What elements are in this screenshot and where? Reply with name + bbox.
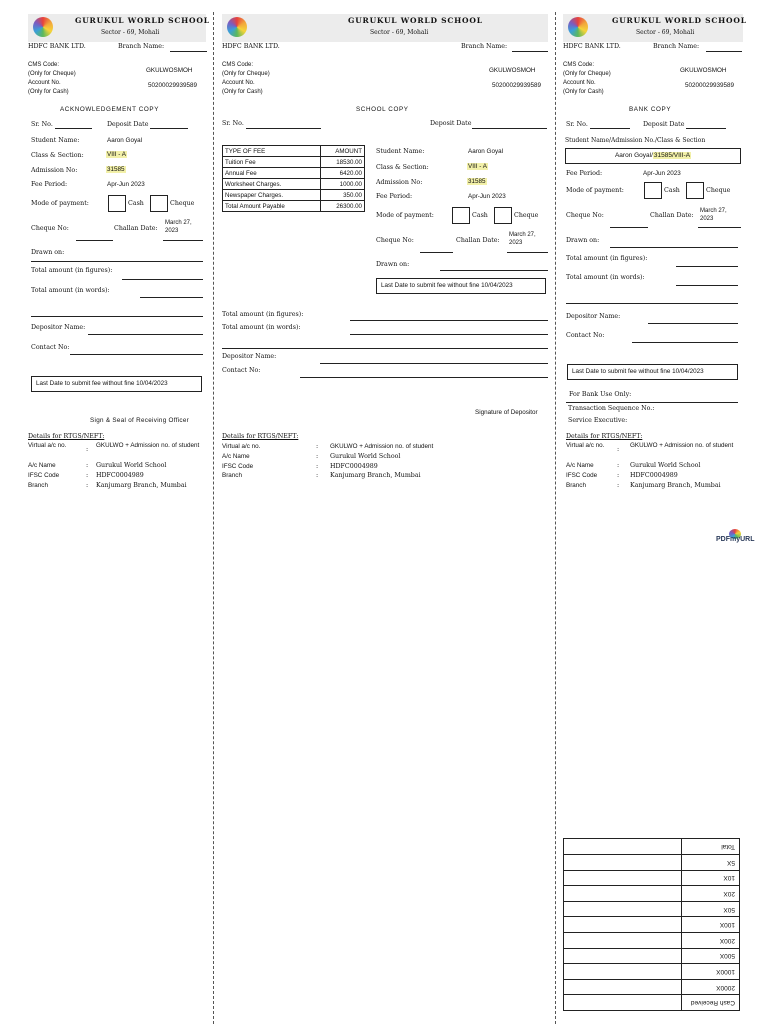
cheque-checkbox[interactable]: [686, 182, 704, 199]
service-exec-label: Service Executive:: [568, 417, 628, 424]
rtgs-sep: :: [617, 462, 620, 469]
denomination: 5X: [682, 855, 740, 871]
denomination: 500X: [682, 948, 740, 964]
student-combo-box: [565, 148, 741, 164]
sr-no-label: Sr. No.: [566, 121, 588, 128]
fee-type: Annual Fee: [223, 168, 321, 179]
cms-code: GKULWOSMOH: [489, 67, 536, 74]
txn-seq-label: Transaction Sequence No.:: [568, 405, 655, 412]
rtgs-title: Details for RTGS/NEFT:: [566, 433, 643, 440]
amount-words-field[interactable]: [676, 285, 738, 286]
rtgs-sep: :: [86, 446, 89, 453]
rtgs-virtual-value: GKULWO + Admission no. of student: [96, 442, 200, 449]
cms-label: CMS Code:: [222, 62, 254, 68]
fee-total-label: Total Amount Payable: [223, 201, 321, 212]
drawn-on-label: Drawn on:: [566, 237, 600, 244]
rtgs-sep: :: [316, 463, 319, 470]
branch-name-field[interactable]: [170, 51, 207, 52]
rtgs-ac-name-value: Gurukul World School: [96, 462, 167, 469]
cheque-label: Cheque: [706, 187, 731, 194]
deposit-date-label: Deposit Date: [430, 120, 472, 127]
contact-no-field[interactable]: [70, 354, 203, 355]
rtgs-branch-label: Branch: [28, 482, 48, 489]
cheque-no-label: Cheque No:: [566, 212, 604, 219]
cash-amount-cell[interactable]: [564, 948, 682, 964]
depositor-name-label: Depositor Name:: [222, 353, 277, 360]
mode-of-payment-label: Mode of payment:: [376, 212, 434, 219]
receiving-officer-label: Sign & Seal of Receiving Officer: [90, 417, 190, 424]
cash-table-row: [564, 979, 740, 995]
cheque-no-field[interactable]: [420, 252, 453, 253]
separator-left: [213, 12, 214, 1024]
rtgs-virtual-label: Virtual a/c no.: [222, 443, 261, 450]
contact-no-label: Contact No:: [222, 367, 261, 374]
denomination: 2000X: [682, 979, 740, 995]
amount-figures-field[interactable]: [350, 320, 548, 321]
fee-amount: 350.00: [321, 190, 365, 201]
drawn-on-field[interactable]: [610, 247, 738, 248]
fee-type-header: TYPE OF FEE: [223, 146, 321, 157]
cash-table-row: [564, 886, 740, 902]
rtgs-branch-label: Branch: [222, 472, 242, 479]
bank-name: HDFC BANK LTD.: [28, 43, 86, 50]
drawn-on-field[interactable]: [31, 261, 203, 262]
rtgs-sep: :: [86, 482, 89, 489]
sr-no-field[interactable]: [246, 128, 321, 129]
cash-checkbox[interactable]: [108, 195, 126, 212]
denomination: 1000X: [682, 964, 740, 980]
cash-checkbox[interactable]: [644, 182, 662, 199]
rtgs-ac-name-value: Gurukul World School: [330, 453, 401, 460]
amount-words-label: Total amount (in words):: [566, 274, 645, 281]
account-number: 50200029939589: [685, 82, 735, 89]
school-name: GURUKUL WORLD SCHOOL: [348, 16, 483, 25]
amount-figures-field[interactable]: [676, 266, 738, 267]
copy-title-ack: ACKNOWLEDGEMENT COPY: [60, 106, 160, 113]
fee-total-row: [223, 201, 365, 212]
cash-table-row: [564, 964, 740, 980]
cheque-checkbox[interactable]: [494, 207, 512, 224]
cms-label: CMS Code:: [28, 62, 60, 68]
rtgs-virtual-value: GKULWO + Admission no. of student: [330, 443, 434, 450]
fee-type: Tuition Fee: [223, 157, 321, 168]
admission-no-label: Admission No:: [31, 167, 78, 174]
challan-date-underline: [698, 227, 741, 228]
depositor-name-label: Depositor Name:: [566, 313, 621, 320]
contact-no-label: Contact No:: [566, 332, 605, 339]
cash-table-row: [564, 948, 740, 964]
rtgs-virtual-label: Virtual a/c no.: [28, 442, 67, 449]
cash-table-cell[interactable]: [564, 995, 682, 1011]
bank-name: HDFC BANK LTD.: [222, 43, 280, 50]
amount-figures-label: Total amount (in figures):: [31, 267, 113, 274]
school-sector: Sector - 69, Mohali: [636, 29, 695, 36]
rtgs-title: Details for RTGS/NEFT:: [222, 433, 299, 440]
fee-row: [223, 179, 365, 190]
cheque-no-field[interactable]: [610, 227, 648, 228]
challan-date-label: Challan Date:: [456, 237, 500, 244]
denomination: 20X: [682, 886, 740, 902]
admission-no-value: 31585: [107, 166, 125, 173]
challan-date-value: March 27, 2023: [165, 220, 192, 234]
deposit-date-field[interactable]: [150, 128, 188, 129]
branch-name-field[interactable]: [706, 51, 742, 52]
cash-amount-cell[interactable]: [564, 979, 682, 995]
class-section-value: VIII - A: [107, 151, 126, 158]
account-note: (Only for Cash): [222, 89, 263, 95]
cash-label: Cash: [472, 212, 488, 219]
fee-period-label: Fee Period:: [376, 193, 413, 200]
amount-words-field-2[interactable]: [222, 348, 548, 349]
mode-of-payment-label: Mode of payment:: [31, 200, 89, 207]
rtgs-branch-value: Kanjumarg Branch, Mumbai: [630, 482, 721, 489]
rtgs-branch-value: Kanjumarg Branch, Mumbai: [96, 482, 187, 489]
branch-label: Branch Name:: [118, 43, 165, 50]
rtgs-ifsc-label: IFSC Code: [28, 472, 60, 479]
bank-name: HDFC BANK LTD.: [563, 43, 621, 50]
school-sector: Sector - 69, Mohali: [101, 29, 160, 36]
fee-amount: 6420.00: [321, 168, 365, 179]
fee-period-label: Fee Period:: [31, 181, 68, 188]
school-logo-icon: [568, 17, 588, 37]
cash-label: Cash: [128, 200, 144, 207]
drawn-on-field[interactable]: [440, 270, 548, 271]
rtgs-title: Details for RTGS/NEFT:: [28, 433, 105, 440]
fee-period-value: Apr-Jun 2023: [107, 181, 145, 188]
fee-type: Newspaper Charges.: [223, 190, 321, 201]
last-date-note: Last Date to submit fee without fine 10/04/2023: [31, 376, 202, 392]
combo-admission-class: 31585/VIII-A: [653, 152, 691, 159]
mode-of-payment-label: Mode of payment:: [566, 187, 624, 194]
cash-amount-cell[interactable]: [564, 855, 682, 871]
fee-row: [223, 168, 365, 179]
rtgs-ac-name-label: A/c Name: [566, 462, 594, 469]
rtgs-virtual-label: Virtual a/c no.: [566, 442, 605, 449]
amount-words-label: Total amount (in words):: [31, 287, 110, 294]
depositor-name-field[interactable]: [648, 323, 738, 324]
admission-no-value: 31585: [468, 178, 486, 185]
bank-use-divider: [566, 402, 738, 403]
cms-note: (Only for Cheque): [28, 71, 76, 77]
cash-received-table-wrap: [563, 835, 740, 1011]
amount-words-field-2[interactable]: [31, 316, 203, 317]
student-name-value: Aaron Goyal: [468, 148, 504, 155]
cms-note: (Only for Cheque): [222, 71, 270, 77]
cheque-label: Cheque: [170, 200, 195, 207]
class-section-label: Class & Section:: [376, 164, 429, 171]
cash-amount-cell[interactable]: [564, 901, 682, 917]
cash-checkbox[interactable]: [452, 207, 470, 224]
student-name-value: Aaron Goyal: [107, 137, 143, 144]
denomination: 10X: [682, 870, 740, 886]
fee-period-value: Apr-Jun 2023: [468, 193, 506, 200]
cms-code: GKULWOSMOH: [146, 67, 193, 74]
rtgs-ac-name-label: A/c Name: [28, 462, 56, 469]
amount-words-field[interactable]: [350, 334, 548, 335]
account-note: (Only for Cash): [563, 89, 604, 95]
rtgs-sep: :: [316, 443, 319, 450]
depositor-name-field[interactable]: [88, 334, 203, 335]
cms-label: CMS Code:: [563, 62, 595, 68]
cash-received-table: [563, 838, 740, 1011]
fee-period-value: Apr-Jun 2023: [643, 170, 681, 177]
rtgs-sep: :: [316, 453, 319, 460]
cheque-no-label: Cheque No:: [31, 225, 69, 232]
contact-no-label: Contact No:: [31, 344, 70, 351]
amount-figures-field[interactable]: [122, 279, 203, 280]
account-label: Account No.: [28, 80, 61, 86]
amount-words-field[interactable]: [140, 297, 203, 298]
bank-combo-label: Student Name/Admission No./Class & Section: [565, 137, 706, 144]
fee-table: [222, 145, 365, 212]
rtgs-ac-name-value: Gurukul World School: [630, 462, 701, 469]
fee-table-header: [223, 146, 365, 157]
sr-no-field[interactable]: [55, 128, 92, 129]
deposit-date-label: Deposit Date: [643, 121, 685, 128]
fee-amount: 1000.00: [321, 179, 365, 190]
cash-amount-cell[interactable]: [564, 917, 682, 933]
depositor-name-field[interactable]: [320, 363, 548, 364]
copy-title-bank: BANK COPY: [629, 106, 672, 113]
drawn-on-label: Drawn on:: [376, 261, 410, 268]
contact-no-field[interactable]: [300, 377, 548, 378]
class-section-label: Class & Section:: [31, 152, 84, 159]
cheque-checkbox[interactable]: [150, 195, 168, 212]
sr-no-field[interactable]: [590, 128, 630, 129]
cash-total-cell[interactable]: [564, 839, 682, 855]
fee-amount-header: AMOUNT: [321, 146, 365, 157]
rtgs-sep: :: [316, 472, 319, 479]
amount-figures-label: Total amount (in figures):: [222, 311, 304, 318]
rtgs-ifsc-value: HDFC0004989: [96, 472, 144, 479]
school-name: GURUKUL WORLD SCHOOL: [612, 16, 747, 25]
cash-total-label: Total: [682, 839, 740, 855]
cash-table-row: [564, 901, 740, 917]
sr-no-label: Sr. No.: [31, 121, 53, 128]
fee-row: [223, 157, 365, 168]
amount-words-label: Total amount (in words):: [222, 324, 301, 331]
last-date-note: Last Date to submit fee without fine 10/04/2023: [376, 278, 546, 294]
separator-right: [555, 12, 556, 1024]
depositor-name-label: Depositor Name:: [31, 324, 86, 331]
admission-no-label: Admission No:: [376, 179, 423, 186]
account-number: 50200029939589: [148, 82, 198, 89]
fee-row: [223, 190, 365, 201]
challan-date-underline: [163, 240, 203, 241]
cheque-label: Cheque: [514, 212, 539, 219]
branch-label: Branch Name:: [653, 43, 700, 50]
cash-table-title: Cash Received: [682, 995, 740, 1011]
rtgs-virtual-value: GKULWO + Admission no. of student: [630, 442, 734, 449]
fee-amount: 18530.00: [321, 157, 365, 168]
account-note: (Only for Cash): [28, 89, 69, 95]
cms-code: GKULWOSMOH: [680, 67, 727, 74]
cheque-no-label: Cheque No:: [376, 237, 414, 244]
account-label: Account No.: [563, 80, 596, 86]
amount-figures-label: Total amount (in figures):: [566, 255, 648, 262]
cash-table-row: [564, 855, 740, 871]
account-number: 50200029939589: [492, 82, 542, 89]
school-sector: Sector - 69, Mohali: [370, 29, 429, 36]
fee-total-amount: 26300.00: [321, 201, 365, 212]
school-logo-icon: [227, 17, 247, 37]
cash-table-row: [564, 870, 740, 886]
rtgs-ifsc-label: IFSC Code: [566, 472, 598, 479]
last-date-note: Last Date to submit fee without fine 10/04/2023: [567, 364, 738, 380]
rtgs-ifsc-label: IFSC Code: [222, 463, 254, 470]
class-section-value: VIII - A: [468, 163, 487, 170]
branch-name-field[interactable]: [512, 51, 548, 52]
for-bank-use-label: For Bank Use Only:: [569, 391, 632, 398]
rtgs-sep: :: [86, 462, 89, 469]
fee-type: Worksheet Charges.: [223, 179, 321, 190]
contact-no-field[interactable]: [632, 342, 738, 343]
rtgs-sep: :: [617, 472, 620, 479]
challan-date-label: Challan Date:: [650, 212, 694, 219]
school-logo-icon: [33, 17, 53, 37]
cms-note: (Only for Cheque): [563, 71, 611, 77]
challan-date-label: Challan Date:: [114, 225, 158, 232]
deposit-date-field[interactable]: [686, 128, 726, 129]
denomination: 50X: [682, 901, 740, 917]
amount-words-field-2[interactable]: [566, 303, 738, 304]
rtgs-sep: :: [617, 446, 620, 453]
rtgs-ifsc-value: HDFC0004989: [630, 472, 678, 479]
rtgs-branch-value: Kanjumarg Branch, Mumbai: [330, 472, 421, 479]
rtgs-ac-name-label: A/c Name: [222, 453, 250, 460]
combo-student-name: Aaron Goyal/: [614, 152, 653, 159]
branch-label: Branch Name:: [461, 43, 508, 50]
challan-date-value: March 27, 2023: [700, 208, 727, 222]
student-name-label: Student Name:: [376, 148, 425, 155]
cash-table-total-row: [564, 839, 740, 855]
school-name: GURUKUL WORLD SCHOOL: [75, 16, 210, 25]
cash-amount-cell[interactable]: [564, 964, 682, 980]
cash-amount-cell[interactable]: [564, 933, 682, 949]
cheque-no-field[interactable]: [76, 240, 113, 241]
student-name-label: Student Name:: [31, 137, 80, 144]
cash-table-title-row: [564, 995, 740, 1011]
cash-label: Cash: [664, 187, 680, 194]
deposit-date-label: Deposit Date: [107, 121, 149, 128]
fee-period-label: Fee Period:: [566, 170, 603, 177]
account-label: Account No.: [222, 80, 255, 86]
deposit-date-field[interactable]: [472, 128, 547, 129]
rtgs-sep: :: [617, 482, 620, 489]
cash-table-row: [564, 917, 740, 933]
cash-table-row: [564, 933, 740, 949]
cash-amount-cell[interactable]: [564, 870, 682, 886]
rtgs-ifsc-value: HDFC0004989: [330, 463, 378, 470]
denomination: 100X: [682, 917, 740, 933]
drawn-on-label: Drawn on:: [31, 249, 65, 256]
copy-title-school: SCHOOL COPY: [356, 106, 409, 113]
pdfmyurl-watermark: PDFmyURL: [716, 536, 755, 543]
sr-no-label: Sr. No.: [222, 120, 244, 127]
challan-date-value: March 27, 2023: [509, 232, 536, 246]
rtgs-branch-label: Branch: [566, 482, 586, 489]
denomination: 200X: [682, 933, 740, 949]
challan-date-underline: [507, 252, 548, 253]
depositor-signature-label: Signature of Depositor: [475, 409, 538, 416]
rtgs-sep: :: [86, 472, 89, 479]
cash-amount-cell[interactable]: [564, 886, 682, 902]
